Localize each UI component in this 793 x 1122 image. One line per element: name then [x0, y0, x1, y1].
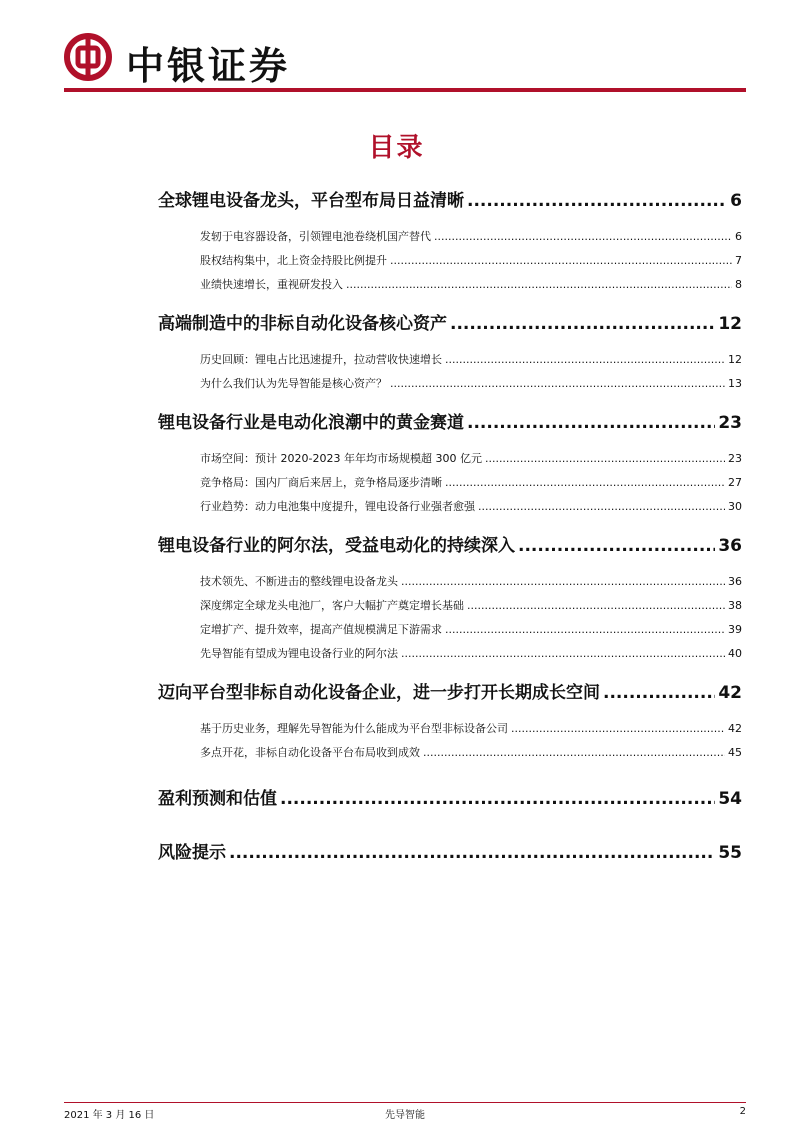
- toc-leader-dots: [423, 741, 725, 765]
- bank-of-china-logo-icon: [64, 33, 112, 81]
- toc-subsection-page: 27: [728, 476, 742, 489]
- toc-leader-dots: [280, 784, 715, 814]
- toc-section-entry[interactable]: [158, 408, 742, 438]
- header-divider: [64, 88, 746, 92]
- toc-leader-dots: [434, 225, 732, 249]
- toc-subsection-page: 7: [735, 254, 742, 267]
- toc-leader-dots: [603, 678, 715, 708]
- toc-section-entry[interactable]: [158, 838, 742, 868]
- toc-subsection-title: 先导智能有望成为锂电设备行业的阿尔法: [200, 647, 398, 660]
- toc-subsection-page: 45: [728, 746, 742, 759]
- toc-section-page: 36: [718, 536, 742, 556]
- toc-section-entry[interactable]: [158, 186, 742, 216]
- toc-section: [158, 408, 742, 519]
- toc-subsection-entry[interactable]: [158, 717, 742, 741]
- toc-section-title: 高端制造中的非标自动化设备核心资产: [158, 314, 447, 334]
- footer-divider: [64, 1102, 746, 1103]
- toc-section: [158, 309, 742, 396]
- toc-subsection-entry[interactable]: [158, 570, 742, 594]
- toc-subsection-page: 23: [728, 452, 742, 465]
- toc-leader-dots: [485, 447, 725, 471]
- toc-section-entry[interactable]: [158, 784, 742, 814]
- toc-leader-dots: [390, 372, 725, 396]
- toc-subsection-page: 39: [728, 623, 742, 636]
- toc-leader-dots: [467, 186, 727, 216]
- toc-subsection-title: 市场空间：预计 2020-2023 年年均市场规模超 300 亿元: [200, 452, 482, 465]
- toc-section-entry[interactable]: [158, 531, 742, 561]
- toc-subsection-entry[interactable]: [158, 594, 742, 618]
- toc-subsection-entry[interactable]: [158, 741, 742, 765]
- toc-leader-dots: [450, 309, 715, 339]
- toc-subsection-title: 多点开花，非标自动化设备平台布局收到成效: [200, 746, 420, 759]
- toc-subsection-page: 12: [728, 353, 742, 366]
- toc-section-title: 迈向平台型非标自动化设备企业，进一步打开长期成长空间: [158, 683, 600, 703]
- footer-date: 2021 年 3 月 16 日: [64, 1110, 155, 1121]
- toc-section: [158, 186, 742, 297]
- toc-subsection-entry[interactable]: [158, 495, 742, 519]
- toc-subsection-entry[interactable]: [158, 249, 742, 273]
- toc-section-title: 风险提示: [158, 843, 226, 863]
- toc-subsection-title: 为什么我们认为先导智能是核心资产？: [200, 377, 387, 390]
- toc-subsection-entry[interactable]: [158, 471, 742, 495]
- toc-section-entry[interactable]: [158, 309, 742, 339]
- toc-subsection-entry[interactable]: [158, 642, 742, 666]
- toc-section: [158, 838, 742, 868]
- toc-subsection-title: 技术领先、不断进击的整线锂电设备龙头: [200, 575, 398, 588]
- toc-subsection-page: 40: [728, 647, 742, 660]
- toc-leader-dots: [445, 471, 725, 495]
- toc-leader-dots: [445, 348, 725, 372]
- page-title: 目录: [368, 133, 425, 163]
- toc-section: [158, 678, 742, 765]
- toc-leader-dots: [518, 531, 715, 561]
- toc-subsection-title: 业绩快速增长，重视研发投入: [200, 278, 343, 291]
- toc-subsection-title: 定增扩产、提升效率，提高产值规模满足下游需求: [200, 623, 442, 636]
- toc-section-page: 23: [718, 413, 742, 433]
- toc-section-page: 12: [718, 314, 742, 334]
- toc-subsection-page: 36: [728, 575, 742, 588]
- toc-section-entry[interactable]: [158, 678, 742, 708]
- footer-company: 先导智能: [385, 1110, 425, 1121]
- toc-subsection-title: 竞争格局：国内厂商后来居上，竞争格局逐步清晰: [200, 476, 442, 489]
- toc-section-page: 55: [718, 843, 742, 863]
- toc-leader-dots: [511, 717, 725, 741]
- toc-leader-dots: [401, 570, 725, 594]
- toc-subsection-page: 38: [728, 599, 742, 612]
- toc-subsection-title: 股权结构集中，北上资金持股比例提升: [200, 254, 387, 267]
- toc-leader-dots: [467, 408, 715, 438]
- toc-leader-dots: [467, 594, 725, 618]
- toc-leader-dots: [390, 249, 732, 273]
- toc-section-title: 全球锂电设备龙头，平台型布局日益清晰: [158, 191, 464, 211]
- table-of-contents: [158, 186, 742, 868]
- toc-section: [158, 531, 742, 666]
- toc-section-title: 锂电设备行业的阿尔法，受益电动化的持续深入: [158, 536, 515, 556]
- toc-leader-dots: [445, 618, 725, 642]
- footer-page-number: 2: [739, 1106, 746, 1117]
- toc-subsection-entry[interactable]: [158, 618, 742, 642]
- toc-subsection-title: 基于历史业务，理解先导智能为什么能成为平台型非标设备公司: [200, 722, 508, 735]
- toc-subsection-page: 42: [728, 722, 742, 735]
- toc-subsection-page: 13: [728, 377, 742, 390]
- toc-section: [158, 784, 742, 814]
- page-header: [64, 30, 746, 92]
- toc-leader-dots: [346, 273, 732, 297]
- toc-subsection-title: 发轫于电容器设备，引领锂电池卷绕机国产替代: [200, 230, 431, 243]
- toc-subsection-entry[interactable]: [158, 372, 742, 396]
- toc-leader-dots: [478, 495, 725, 519]
- toc-subsection-entry[interactable]: [158, 348, 742, 372]
- toc-subsection-page: 30: [728, 500, 742, 513]
- toc-subsection-entry[interactable]: [158, 447, 742, 471]
- toc-subsection-title: 深度绑定全球龙头电池厂，客户大幅扩产奠定增长基础: [200, 599, 464, 612]
- toc-leader-dots: [229, 838, 715, 868]
- toc-section-page: 42: [718, 683, 742, 703]
- toc-subsection-title: 历史回顾：锂电占比迅速提升，拉动营收快速增长: [200, 353, 442, 366]
- toc-subsection-entry[interactable]: [158, 273, 742, 297]
- toc-section-title: 锂电设备行业是电动化浪潮中的黄金赛道: [158, 413, 464, 433]
- toc-section-page: 54: [718, 789, 742, 809]
- toc-subsection-title: 行业趋势：动力电池集中度提升，锂电设备行业强者愈强: [200, 500, 475, 513]
- toc-leader-dots: [401, 642, 725, 666]
- toc-section-page: 6: [730, 191, 742, 211]
- page-footer: [64, 1106, 746, 1120]
- brand-name: 中银证券: [126, 44, 291, 88]
- toc-subsection-page: 8: [735, 278, 742, 291]
- toc-section-title: 盈利预测和估值: [158, 789, 277, 809]
- toc-subsection-page: 6: [735, 230, 742, 243]
- toc-subsection-entry[interactable]: [158, 225, 742, 249]
